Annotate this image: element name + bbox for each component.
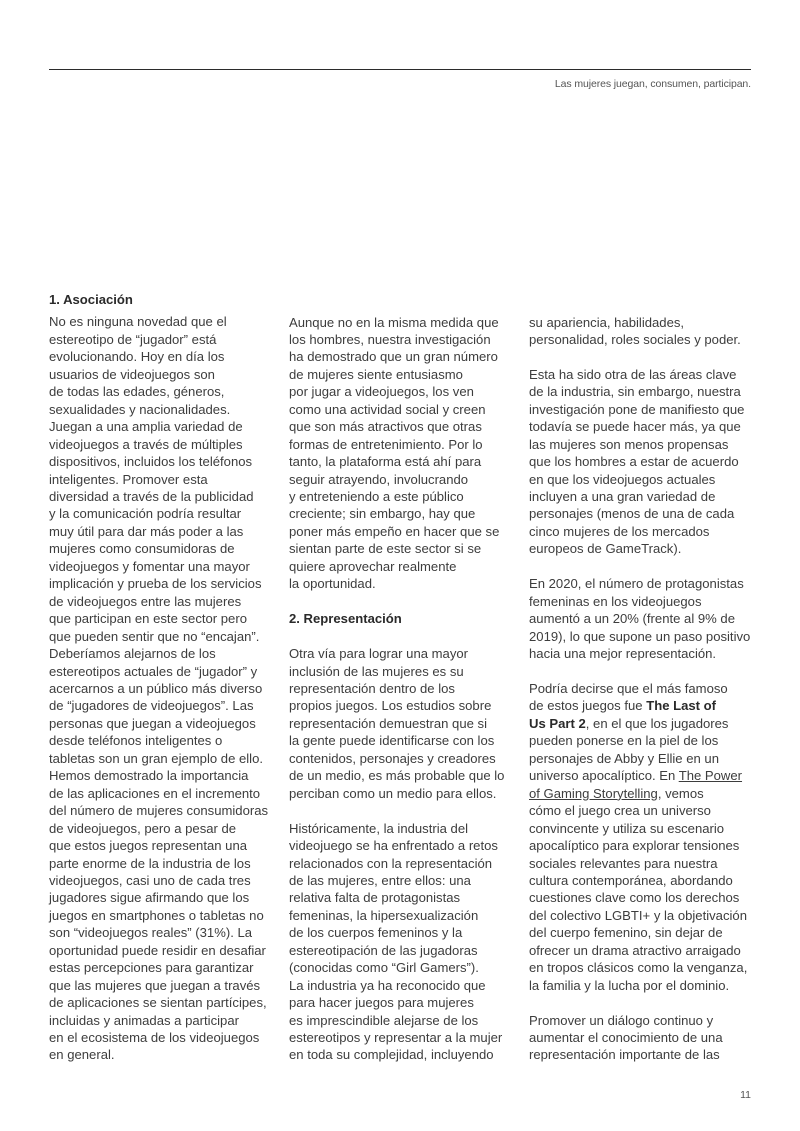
spacer <box>529 994 761 1011</box>
paragraph-representacion-4 <box>529 575 761 662</box>
text-line: evolucionando. Hoy en día los <box>49 349 225 365</box>
text-line: que son más atractivos que otras <box>289 419 482 435</box>
header-rule <box>49 69 751 70</box>
text-line: propios juegos. Los estudios sobre <box>289 698 492 714</box>
spacer <box>289 628 521 645</box>
text-line: videojuego se ha enfrentado a retos <box>289 838 498 854</box>
text-line: que pueden sentir que no “encajan”. <box>49 628 260 644</box>
text-line: No es ninguna novedad que el <box>49 314 227 330</box>
text-line: apocalíptico para explorar tensiones <box>529 838 740 854</box>
text-line: de mujeres siente entusiasmo <box>289 366 463 382</box>
game-title-bold: Us Part 2 <box>529 715 586 731</box>
text-line: relativa falta de protagonistas <box>289 890 461 906</box>
text-line: de los cuerpos femeninos y la <box>289 925 463 941</box>
text-line: dispositivos, incluidos los teléfonos <box>49 454 253 470</box>
text-line: investigación pone de manifiesto que <box>529 401 745 417</box>
text-line <box>529 767 761 784</box>
text-line: perciban como un medio para ellos. <box>289 785 497 801</box>
text-line: para hacer juegos para mujeres <box>289 995 474 1011</box>
text-run: universo apocalíptico. En <box>529 768 679 784</box>
paragraph-asociacion-1 <box>49 313 281 1063</box>
text-line: implicación y prueba de los servicios <box>49 576 262 592</box>
text-line: femeninas en los videojuegos <box>529 593 702 609</box>
text-line: del cuerpo femenino, sin dejar de <box>529 925 723 941</box>
text-line: es imprescindible alejarse de los <box>289 1012 479 1028</box>
text-line: desde teléfonos inteligentes o <box>49 733 223 749</box>
text-run: , vemos <box>657 785 704 801</box>
text-line: de las mujeres, entre ellos: una <box>289 872 471 888</box>
text-line: la oportunidad. <box>289 576 376 592</box>
text-line: incluyen a una gran variedad de <box>529 489 716 505</box>
power-of-gaming-storytelling-link[interactable]: of Gaming Storytelling <box>529 785 658 801</box>
text-line: creciente; sin embargo, hay que <box>289 506 476 522</box>
text-line: de aplicaciones se sientan partícipes, <box>49 995 267 1011</box>
paragraph-representacion-6 <box>529 1012 761 1064</box>
text-run: , en el que los jugadores <box>585 715 729 731</box>
text-line: personajes de Abby y Ellie en un <box>529 750 719 766</box>
text-line: Deberíamos alejarnos de los <box>49 646 216 662</box>
text-line: Hemos demostrado la importancia <box>49 768 249 784</box>
section-heading-asociacion: 1. Asociación <box>49 292 133 307</box>
text-line: que estos juegos representan una <box>49 838 248 854</box>
text-line: su apariencia, habilidades, <box>529 314 685 330</box>
text-line: cinco mujeres de los mercados <box>529 523 710 539</box>
text-line: cómo el juego crea un universo <box>529 803 711 819</box>
text-line: tabletas son un gran ejemplo de ello. <box>49 750 264 766</box>
column-2 <box>289 314 521 1064</box>
text-line: cuestiones clave como los derechos <box>529 890 740 906</box>
text-line: representación dentro de los <box>289 680 455 696</box>
text-line: los hombres, nuestra investigación <box>289 331 491 347</box>
text-line: formas de entretenimiento. Por lo <box>289 436 483 452</box>
text-line: acercarnos a un público más diverso <box>49 680 263 696</box>
text-line: sociales relevantes para nuestra <box>529 855 718 871</box>
text-line: personalidad, roles sociales y poder. <box>529 331 741 347</box>
text-line: aumentó a un 20% (frente al 9% de <box>529 611 735 627</box>
text-line: Promover un diálogo continuo y <box>529 1012 714 1028</box>
text-line: ofrecer un drama atractivo arraigado <box>529 942 741 958</box>
text-line: Aunque no en la misma medida que <box>289 314 499 330</box>
paragraph-representacion-3 <box>529 366 761 558</box>
text-line: videojuegos a través de múltiples <box>49 436 243 452</box>
text-line: pueden ponerse en la piel de los <box>529 733 719 749</box>
text-line: mujeres como consumidoras de <box>49 541 235 557</box>
text-line: inclusión de las mujeres es su <box>289 663 464 679</box>
text-line: muy útil para dar más poder a las <box>49 523 244 539</box>
text-line: que participan en este sector pero <box>49 611 247 627</box>
text-line: jugadores sigue afirmando que los <box>49 890 250 906</box>
paragraph-representacion-5 <box>529 680 761 994</box>
text-line: estereotipos actuales de “jugador” y <box>49 663 258 679</box>
text-line: que las mujeres que juegan a través <box>49 977 261 993</box>
text-line: videojuegos y fomentar una mayor <box>49 558 250 574</box>
text-line: como una actividad social y creen <box>289 401 486 417</box>
text-line: Históricamente, la industria del <box>289 820 469 836</box>
text-line: seguir atrayendo, involucrando <box>289 471 469 487</box>
text-line: en que los videojuegos actuales <box>529 471 716 487</box>
text-line: (conocidas como “Girl Gamers”). <box>289 960 479 976</box>
text-line: europeos de GameTrack). <box>529 541 682 557</box>
text-line: en general. <box>49 1047 115 1063</box>
text-line: representación demuestran que si <box>289 715 487 731</box>
text-line: de la industria, sin embargo, nuestra <box>529 384 741 400</box>
text-line: diversidad a través de la publicidad <box>49 488 254 504</box>
spacer <box>289 593 521 610</box>
text-line: estereotipación de las jugadoras <box>289 942 478 958</box>
spacer <box>529 663 761 680</box>
paragraph-representacion-2 <box>289 820 521 1064</box>
text-line: contenidos, personajes y creadores <box>289 750 496 766</box>
text-line: aumentar el conocimiento de una <box>529 1030 723 1046</box>
game-title-bold: The Last of <box>646 698 717 714</box>
paragraph-representacion-2-cont <box>529 314 761 349</box>
text-line: cultura contemporánea, abordando <box>529 872 733 888</box>
text-line: de videojuegos entre las mujeres <box>49 593 242 609</box>
text-line: juegos en smartphones o tabletas no <box>49 907 264 923</box>
text-line: del colectivo LGBTI+ y la objetivación <box>529 907 747 923</box>
text-line: de “jugadores de videojuegos”. Las <box>49 698 254 714</box>
text-line: quiere aprovechar realmente <box>289 558 457 574</box>
spacer <box>529 348 761 365</box>
text-line: representación importante de las <box>529 1047 720 1063</box>
page-number: 11 <box>740 1089 751 1101</box>
text-line: del número de mujeres consumidoras <box>49 803 269 819</box>
text-line: poner más empeño en hacer que se <box>289 523 500 539</box>
text-line: personas que juegan a videojuegos <box>49 715 256 731</box>
spacer <box>289 802 521 819</box>
text-line <box>529 715 761 732</box>
text-line: Podría decirse que el más famoso <box>529 680 728 696</box>
text-line: estereotipos y representar a la mujer <box>289 1030 503 1046</box>
text-line: videojuegos, casi uno de cada tres <box>49 872 251 888</box>
text-line: la familia y la lucha por el dominio. <box>529 977 730 993</box>
text-line: de un medio, es más probable que lo <box>289 768 505 784</box>
text-line: En 2020, el número de protagonistas <box>529 576 744 592</box>
text-line <box>529 785 761 802</box>
text-line: Esta ha sido otra de las áreas clave <box>529 366 737 382</box>
spacer <box>529 558 761 575</box>
text-line: usuarios de videojuegos son <box>49 366 215 382</box>
text-line: incluidas y animadas a participar <box>49 1012 239 1028</box>
text-line: La industria ya ha reconocido que <box>289 977 486 993</box>
text-line: estereotipo de “jugador” está <box>49 331 217 347</box>
text-line: personajes (menos de una de cada <box>529 506 735 522</box>
text-line: convincente y utiliza su escenario <box>529 820 725 836</box>
text-line: inteligentes. Promover esta <box>49 471 208 487</box>
column-3 <box>529 314 761 1064</box>
text-line: Juegan a una amplia variedad de <box>49 419 243 435</box>
text-run: de estos juegos fue <box>529 698 647 714</box>
text-line: en el ecosistema de los videojuegos <box>49 1030 260 1046</box>
text-line: de videojuegos, pero a pesar de <box>49 820 237 836</box>
text-line: hacia una mejor representación. <box>529 646 717 662</box>
text-line: tanto, la plataforma está ahí para <box>289 454 482 470</box>
paragraph-asociacion-2 <box>289 314 521 593</box>
text-line: en toda su complejidad, incluyendo <box>289 1047 494 1063</box>
text-line: de las aplicaciones en el incremento <box>49 785 261 801</box>
text-line: femeninas, la hipersexualización <box>289 907 479 923</box>
text-line <box>529 697 761 714</box>
text-line: en tropos clásicos como la venganza, <box>529 960 748 976</box>
text-line: parte enorme de la industria de los <box>49 855 251 871</box>
text-line: todavía se puede hacer más, ya que <box>529 419 741 435</box>
text-line: 2019), lo que supone un paso positivo <box>529 628 751 644</box>
text-line: la gente puede identificarse con los <box>289 733 495 749</box>
text-line: ha demostrado que un gran número <box>289 349 498 365</box>
text-line: por jugar a videojuegos, los ven <box>289 384 474 400</box>
text-line: las mujeres son menos propensas <box>529 436 729 452</box>
text-line: y la comunicación podría resultar <box>49 506 242 522</box>
text-line: relacionados con la representación <box>289 855 493 871</box>
text-line: sientan parte de este sector si se <box>289 541 482 557</box>
text-line: estas percepciones para garantizar <box>49 960 254 976</box>
text-line: son “videojuegos reales” (31%). La <box>49 925 253 941</box>
section-heading-representacion: 2. Representación <box>289 611 402 627</box>
text-line: de todas las edades, géneros, <box>49 384 225 400</box>
running-title: Las mujeres juegan, consumen, participan. <box>554 78 751 90</box>
power-of-gaming-storytelling-link[interactable]: The Power <box>678 768 743 784</box>
text-line: Otra vía para lograr una mayor <box>289 646 469 662</box>
paragraph-representacion-1 <box>289 645 521 802</box>
text-line: oportunidad puede residir en desafiar <box>49 942 266 958</box>
text-line: sexualidades y nacionalidades. <box>49 401 231 417</box>
text-line: que los hombres a estar de acuerdo <box>529 454 739 470</box>
text-line: y entreteniendo a este público <box>289 489 464 505</box>
column-1 <box>49 291 281 1064</box>
